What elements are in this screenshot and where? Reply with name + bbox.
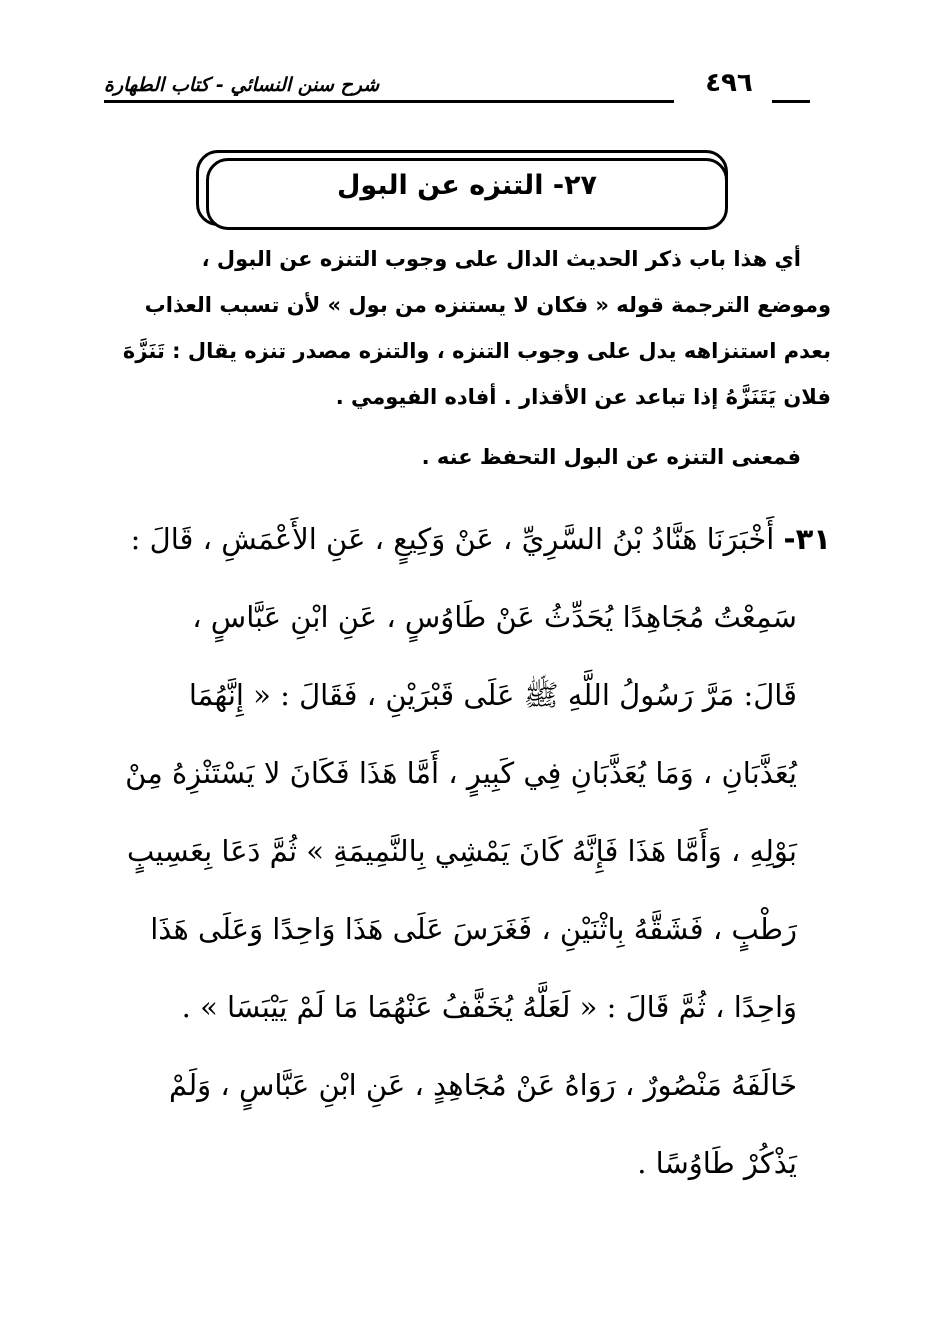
note-line: خَالَفَهُ مَنْصُورٌ ، رَوَاهُ عَنْ مُجَاهِدٍ ، عَنِ ابْنِ عَبَّاسٍ ، وَلَمْ xyxy=(169,1068,797,1102)
commentary-line: فمعنى التنزه عن البول التحفظ عنه . xyxy=(421,445,801,469)
book-title: شرح سنن النسائي - كتاب الطهارة xyxy=(104,74,380,96)
header-rule xyxy=(104,100,674,103)
hadith-line: رَطْبٍ ، فَشَقَّهُ بِاثْنَيْنِ ، فَغَرَسَ عَلَى هَذَا وَاحِدًا وَعَلَى هَذَا xyxy=(150,912,797,946)
page-number: ٤٩٦ xyxy=(705,68,753,98)
commentary-line: أي هذا باب ذكر الحديث الدال على وجوب التنزه عن البول ، xyxy=(201,247,801,271)
commentary-line: وموضع الترجمة قوله « فكان لا يستنزه من بول » لأن تسبب العذاب xyxy=(144,293,831,317)
commentary-line: بعدم استنزاهه يدل على وجوب التنزه ، والتنزه مصدر تنزه يقال : تَنَزَّهَ xyxy=(122,339,831,363)
commentary-conclusion xyxy=(111,434,831,480)
note-line: يَذْكُرْ طَاوُسًا . xyxy=(637,1146,797,1180)
hadith-line: وَاحِدًا ، ثُمَّ قَالَ : « لَعَلَّهُ يُخَفَّفُ عَنْهُمَا مَا لَمْ يَيْبَسَا » . xyxy=(181,990,797,1024)
hadith-line: قَالَ: مَرَّ رَسُولُ اللَّهِ ﷺ عَلَى قَبْرَيْنِ ، فَقَالَ : « إِنَّهُمَا xyxy=(188,678,797,712)
hadith-isnad: أَخْبَرَنَا هَنَّادُ بْنُ السَّرِيِّ ، عَنْ وَكِيعٍ ، عَنِ الأَعْمَشِ ، قَالَ : xyxy=(130,522,775,556)
hadith-line: بَوْلِهِ ، وَأَمَّا هَذَا فَإِنَّهُ كَانَ يَمْشِي بِالنَّمِيمَةِ » ثُمَّ دَعَا بِعَسِيبٍ xyxy=(127,834,797,868)
commentary-line: فلان يَتَنَزَّهُ إذا تباعد عن الأقذار . أفاده الفيومي . xyxy=(335,385,831,409)
hadith-line: سَمِعْتُ مُجَاهِدًا يُحَدِّثُ عَنْ طَاوُسٍ ، عَنِ ابْنِ عَبَّاسٍ ، xyxy=(192,600,797,634)
hadith-line xyxy=(96,500,831,578)
hadith-line: يُعَذَّبَانِ ، وَمَا يُعَذَّبَانِ فِي كَبِيرٍ ، أَمَّا هَذَا فَكَانَ لا يَسْتَنْزِهُ مِنْ xyxy=(125,756,797,790)
hadith-text xyxy=(96,500,831,1046)
commentary-paragraph xyxy=(111,236,831,420)
chapter-title: ٢٧- التنزه عن البول xyxy=(336,170,598,201)
running-header xyxy=(104,66,810,106)
hadith-number: ٣١- xyxy=(783,522,831,556)
header-rule-short xyxy=(772,100,810,103)
hadith-note xyxy=(96,1046,831,1202)
